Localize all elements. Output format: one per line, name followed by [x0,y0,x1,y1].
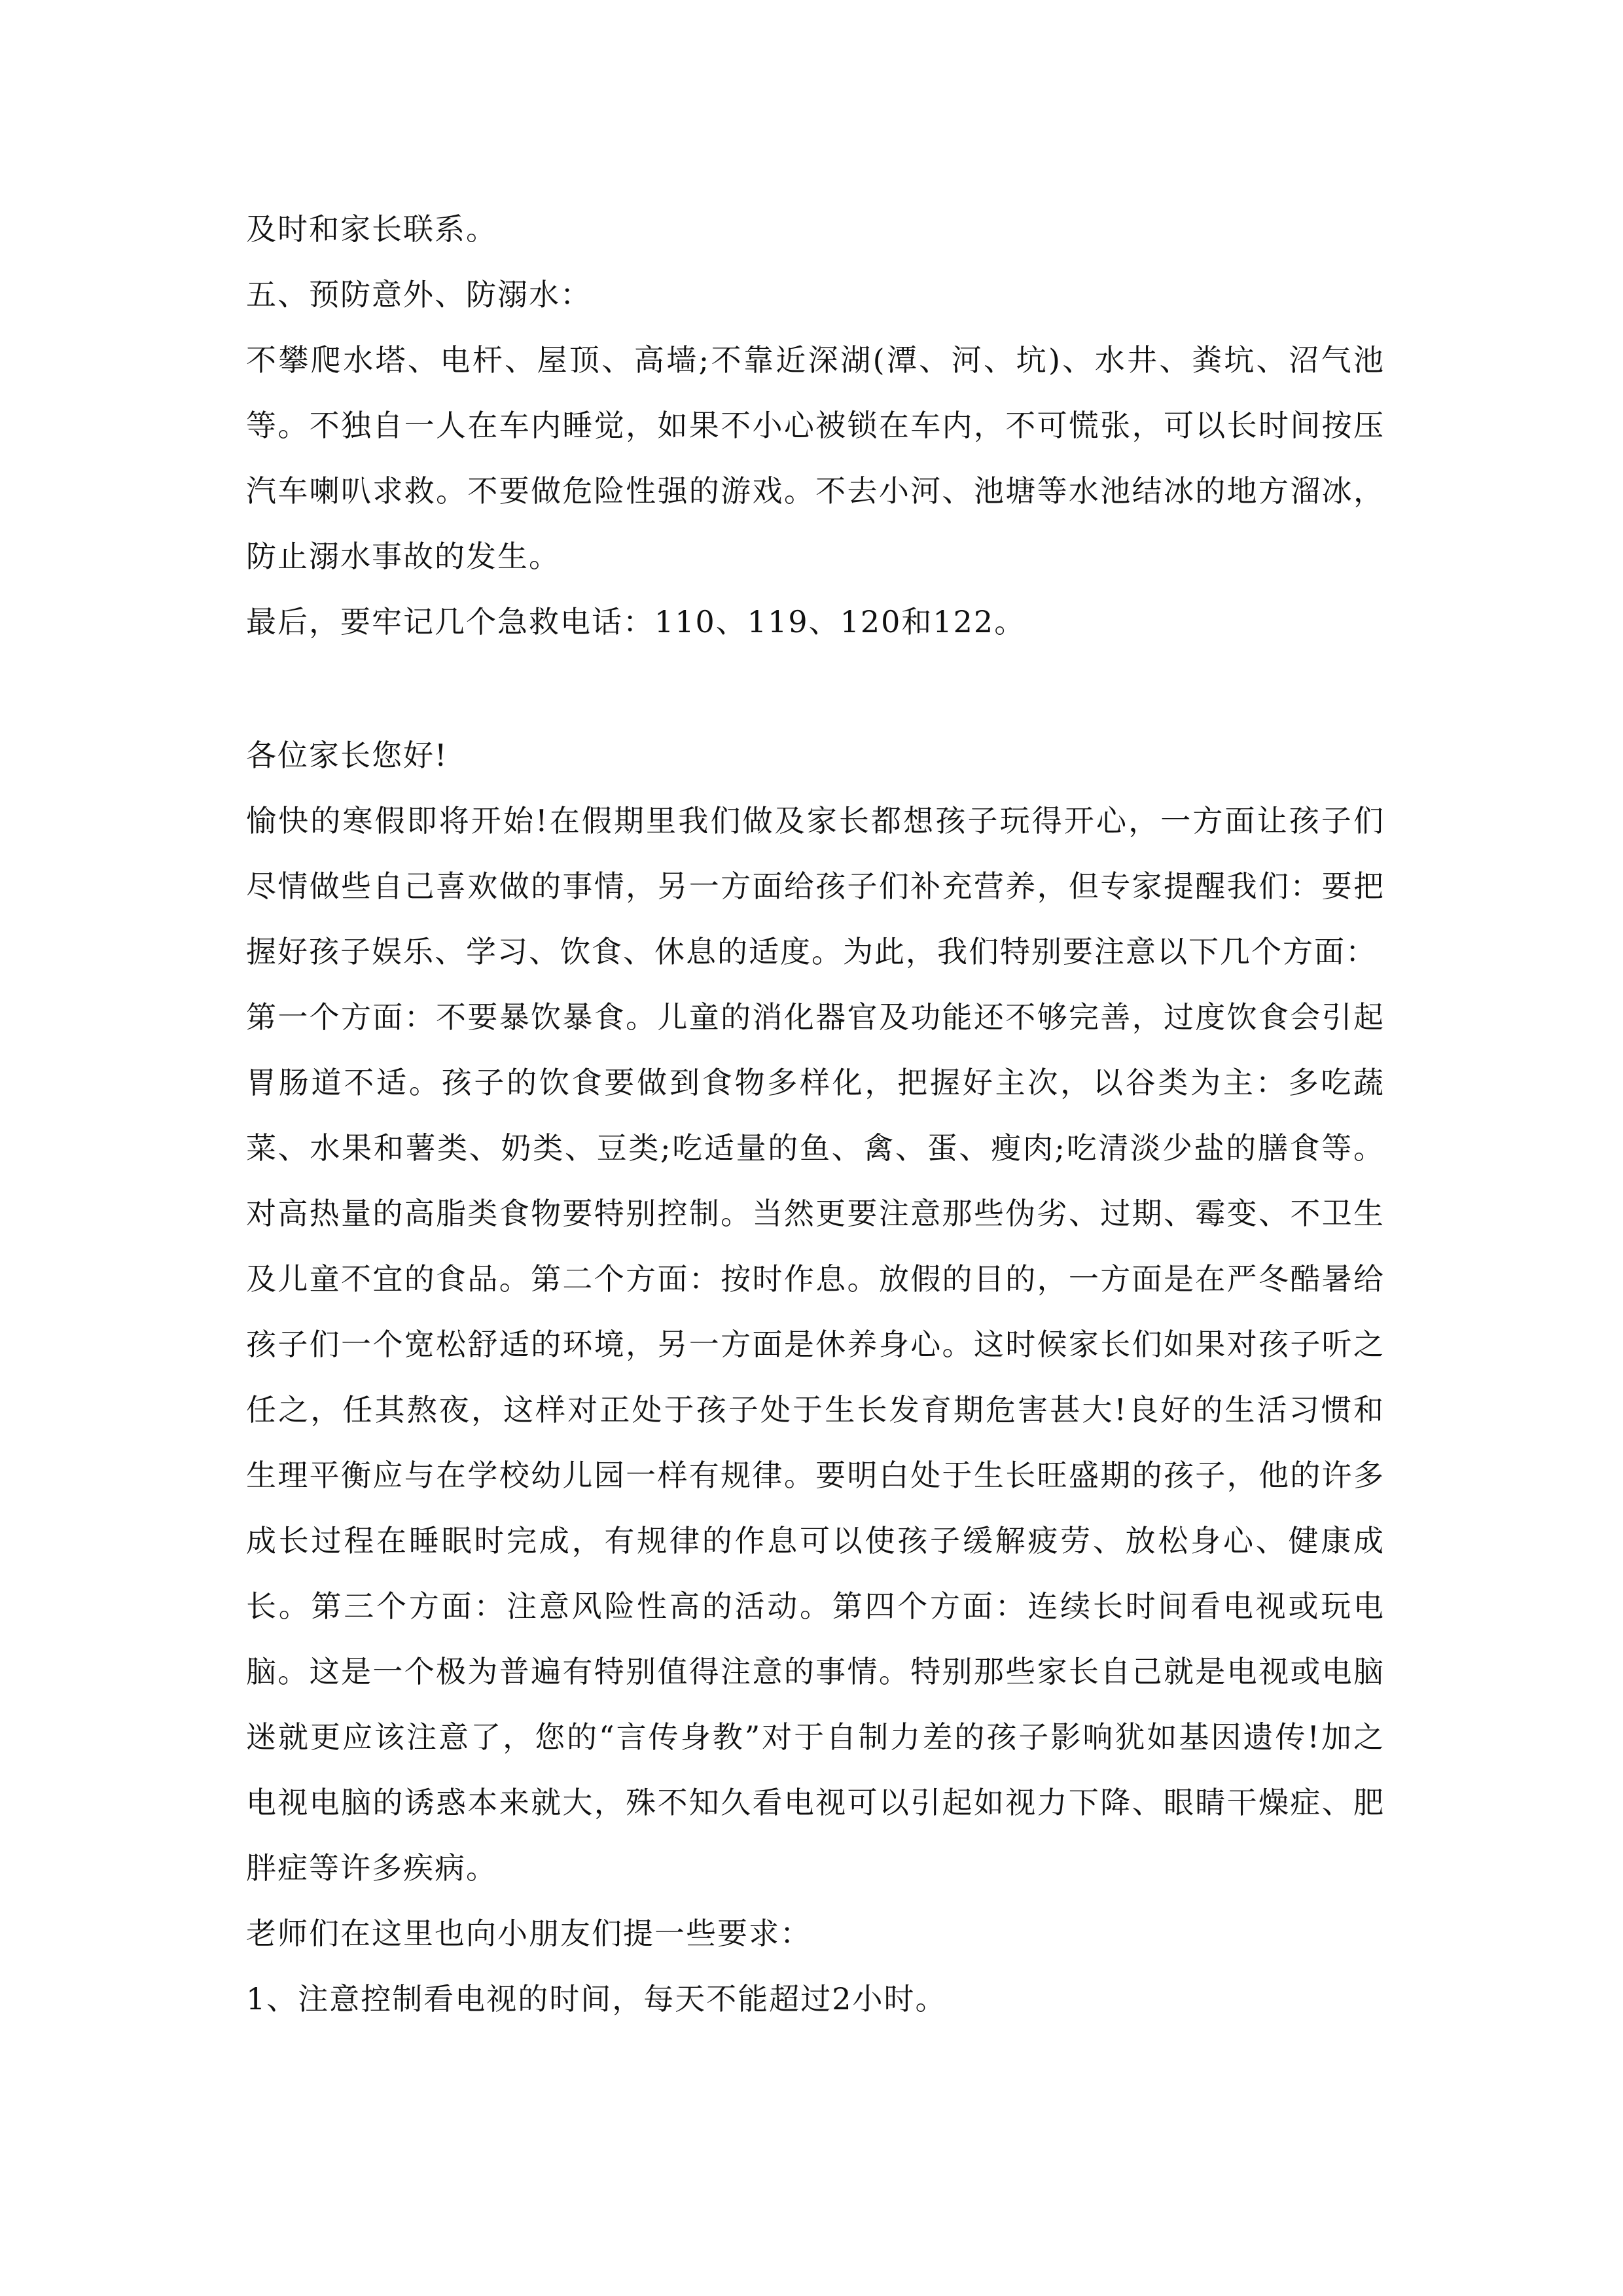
paragraph-contact-parents: 及时和家长联系。 [246,211,497,247]
section-spacer [246,655,1385,723]
list-item-tv-time-limit: 1、注意控制看电视的时间，每天不能超过2小时。 [246,1981,947,2017]
heading-prevent-accidents: 五、预防意外、防溺水： [246,277,592,312]
paragraph-four-aspects: 第一个方面：不要暴饮暴食。儿童的消化器官及功能还不够完善，过度饮食会引起胃肠道不适。孩子的饮食要做到食物多样化，把握好主次，以谷类为主：多吃蔬菜、水果和薯类、奶类、豆类;吃适量的鱼、禽、蛋、瘦肉;吃清淡少盐的膳食等。对高热量的高脂类食物要特别控制。当然更要注意那些伪劣、过期、霉变、不卫生及儿童不宜的食品。第二个方面：按时作息。放假的目的，一方面是在严冬酷暑给孩子们一个宽松舒适的环境，另一方面是休养身心。这时候家长们如果对孩子听之任之，任其熬夜，这样对正处于孩子处于生长发育期危害甚大!良好的生活习惯和生理平衡应与在学校幼儿园一样有规律。要明白处于生长旺盛期的孩子，他的许多成长过程在睡眠时完成，有规律的作息可以使孩子缓解疲劳、放松身心、健康成长。第三个方面：注意风险性高的活动。第四个方面：连续长时间看电视或玩电脑。这是一个极为普遍有特别值得注意的事情。特别那些家长自己就是电视或电脑迷就更应该注意了，您的“言传身教”对于自制力差的孩子影响犹如基因遗传!加之电视电脑的诱惑本来就大，殊不知久看电视可以引起如视力下降、眼睛干燥症、肥胖症等许多疾病。 [246,999,1385,1886]
document-body [246,196,1385,2032]
paragraph-teacher-requests: 老师们在这里也向小朋友们提一些要求： [246,1916,812,1951]
paragraph-safety-rules: 不攀爬水塔、电杆、屋顶、高墙;不靠近深湖(潭、河、坑)、水井、粪坑、沼气池等。不独自一人在车内睡觉，如果不小心被锁在车内，不可慌张，可以长时间按压汽车喇叭求救。不要做危险性强的游戏。不去小河、池塘等水池结冰的地方溜冰，防止溺水事故的发生。 [246,342,1385,574]
greeting-parents: 各位家长您好! [246,738,448,773]
paragraph-winter-break-intro: 愉快的寒假即将开始!在假期里我们做及家长都想孩子玩得开心，一方面让孩子们尽情做些自己喜欢做的事情，另一方面给孩子们补充营养，但专家提醒我们：要把握好孩子娱乐、学习、饮食、休息的适度。为此，我们特别要注意以下几个方面： [246,803,1385,969]
paragraph-emergency-numbers: 最后，要牢记几个急救电话：110、119、120和122。 [246,604,1026,639]
